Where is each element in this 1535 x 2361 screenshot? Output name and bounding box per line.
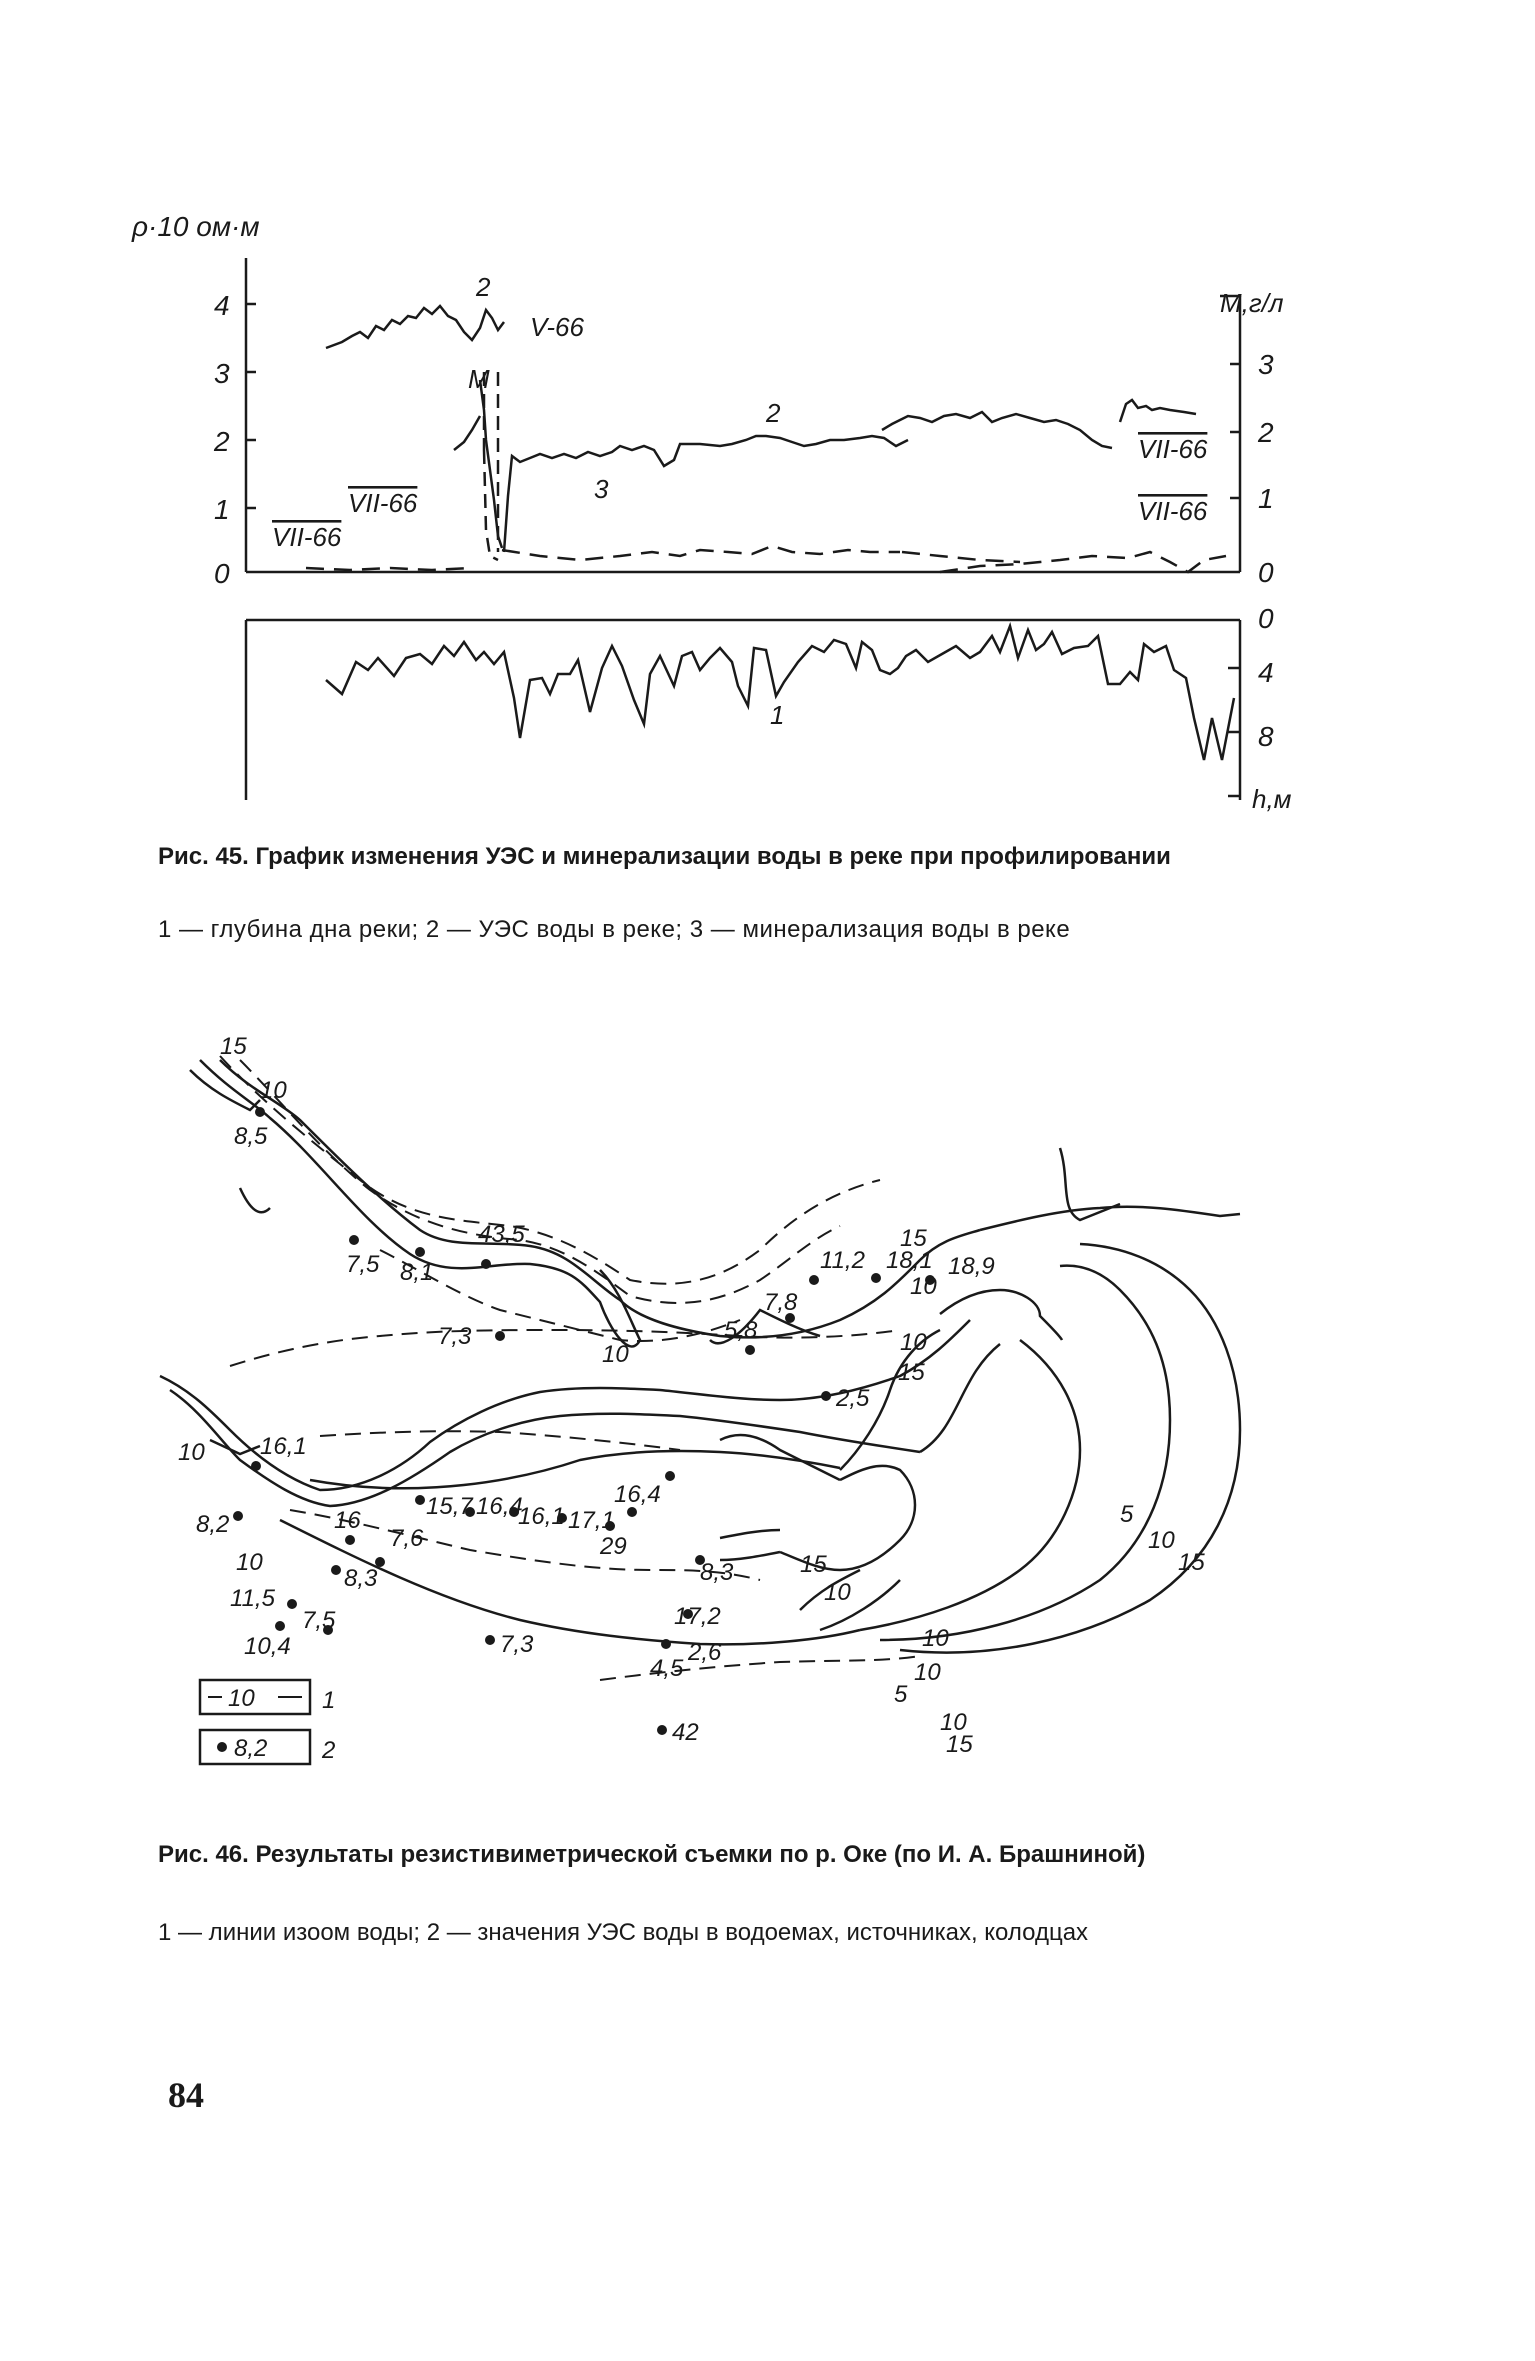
point-value: 16,1 <box>518 1503 565 1530</box>
point-value: 4,5 <box>650 1655 684 1682</box>
tick-label: 2 <box>1258 417 1274 448</box>
tick-label: 1 <box>1258 483 1274 514</box>
depth-ticks <box>1258 603 1274 752</box>
isoline-value: 15 <box>898 1359 925 1386</box>
point-value: 18,9 <box>948 1253 995 1280</box>
tick-label: 4 <box>1258 657 1274 688</box>
isoline-value: 10 <box>922 1625 949 1652</box>
isolines-dashed <box>220 1056 920 1680</box>
data-points <box>233 1107 935 1735</box>
curve-mineralization <box>306 546 1226 572</box>
isoline-value: 10 <box>602 1341 629 1368</box>
figure-45 <box>132 200 1360 840</box>
curve-resistivity <box>326 306 1196 552</box>
point-value: 8,5 <box>234 1123 268 1150</box>
depth-axis-label: h,м <box>1252 784 1292 814</box>
tick-label: 0 <box>214 558 230 589</box>
point-value: 43,5 <box>478 1221 525 1248</box>
tick-label: 3 <box>1258 349 1274 380</box>
isoline-value: 10 <box>900 1329 927 1356</box>
isoline-value: 10 <box>914 1659 941 1686</box>
caption-text: Результаты резистивиметрической съемки по р. Оке (по И. А. Брашниной) <box>255 1841 1146 1868</box>
tick-label: 0 <box>1258 603 1274 634</box>
right-ticks <box>1257 349 1274 588</box>
isoline-value: 10 <box>178 1439 205 1466</box>
legend-number: 1 <box>322 1687 336 1714</box>
isoline-value: 15 <box>800 1551 827 1578</box>
isoline-value: 15 <box>900 1225 927 1252</box>
point-value: 10,4 <box>244 1633 291 1660</box>
tick-label: 0 <box>1258 557 1274 588</box>
tick-label: 4 <box>214 290 230 321</box>
point-labels <box>196 1123 995 1746</box>
point-value: 15,7 <box>426 1493 473 1520</box>
isoline-value: 10 <box>236 1549 263 1576</box>
point-value: 16,1 <box>260 1433 307 1460</box>
point-value: 7,8 <box>764 1289 798 1316</box>
label-vii66: VII-66 <box>272 522 342 552</box>
point-value: 5,8 <box>724 1317 758 1344</box>
point-value: 2,6 <box>688 1639 722 1666</box>
point-value: 29 <box>600 1533 627 1560</box>
caption-fig46 <box>158 1840 1338 1870</box>
curve-mineral-spike <box>484 372 498 560</box>
isoline-value: 15 <box>1178 1549 1205 1576</box>
point-value: 16 <box>334 1507 361 1534</box>
isoline-value: 5 <box>1120 1501 1134 1528</box>
point-value: 11,2 <box>820 1247 865 1274</box>
point-value: 2,5 <box>836 1385 870 1412</box>
tick-label: 2 <box>214 426 230 457</box>
isoline-value: 5 <box>894 1681 908 1708</box>
tick-label: 3 <box>214 358 230 389</box>
point-value: 8,2 <box>196 1511 230 1538</box>
label-m: M <box>468 364 490 394</box>
point-value: 7,3 <box>438 1323 472 1350</box>
isoline-value: 15 <box>220 1033 247 1060</box>
y-axis-right-label: М,г/л <box>1220 288 1284 318</box>
label-2: 2 <box>476 272 491 302</box>
point-value: 16,4 <box>476 1493 523 1520</box>
legend-box-point-label: 8,2 <box>234 1735 268 1762</box>
isoline-value: 10 <box>940 1709 967 1736</box>
curve-depth <box>326 626 1234 760</box>
point-value: 7,5 <box>302 1607 336 1634</box>
point-value: 11,5 <box>230 1585 275 1612</box>
tick-label: 8 <box>1258 721 1274 752</box>
caption-number: Рис. 46. <box>158 1841 249 1868</box>
figure-46-map <box>160 1033 1360 1780</box>
isoline-value: 10 <box>260 1077 287 1104</box>
isoline-value: 10 <box>910 1273 937 1300</box>
left-ticks <box>213 290 230 589</box>
y-axis-left-label: ρ·10 ом·м <box>132 211 260 242</box>
point-value: 17,2 <box>674 1603 721 1630</box>
label-2: 2 <box>766 398 781 428</box>
tick-label: 1 <box>214 494 230 525</box>
label-vii66: VII-66 <box>1138 496 1208 526</box>
map-legend <box>200 1680 335 1764</box>
label-vii66: VII-66 <box>348 488 418 518</box>
caption-text: График изменения УЭС и минерализации воды в реке при профилировании <box>255 843 1171 870</box>
isoline-value: 15 <box>946 1731 973 1758</box>
point-value: 7,6 <box>390 1525 424 1552</box>
point-value: 18,1 <box>886 1247 933 1274</box>
point-value: 42 <box>672 1719 699 1746</box>
page-number: 84 <box>168 2075 204 2115</box>
point-value: 8,1 <box>400 1259 434 1286</box>
legend-fig46: 1 — линии изоом воды; 2 — значения УЭС воды в водоемах, источниках, колодцах <box>158 1919 1089 1946</box>
legend-fig45: 1 — глубина дна реки; 2 — УЭС воды в реке; 3 — минерализация воды в реке <box>158 916 1071 943</box>
point-value: 7,5 <box>346 1251 380 1278</box>
caption-number: Рис. 45. <box>158 843 249 870</box>
label-vii66: VII-66 <box>1138 434 1208 464</box>
label-1: 1 <box>770 700 785 730</box>
point-value: 17,1 <box>568 1507 615 1534</box>
isoline-value: 10 <box>824 1579 851 1606</box>
isoline-value: 10 <box>1148 1527 1175 1554</box>
label-3: 3 <box>594 474 609 504</box>
legend-number: 2 <box>322 1737 336 1764</box>
caption-fig45 <box>158 842 1338 872</box>
point-value: 8,3 <box>700 1559 734 1586</box>
legend-box-isoline-label: 10 <box>228 1685 255 1712</box>
label-v66: V-66 <box>530 312 584 342</box>
point-value: 7,3 <box>500 1631 534 1658</box>
river-upper <box>190 1060 1240 1346</box>
point-value: 8,3 <box>344 1565 378 1592</box>
point-value: 16,4 <box>614 1481 661 1508</box>
